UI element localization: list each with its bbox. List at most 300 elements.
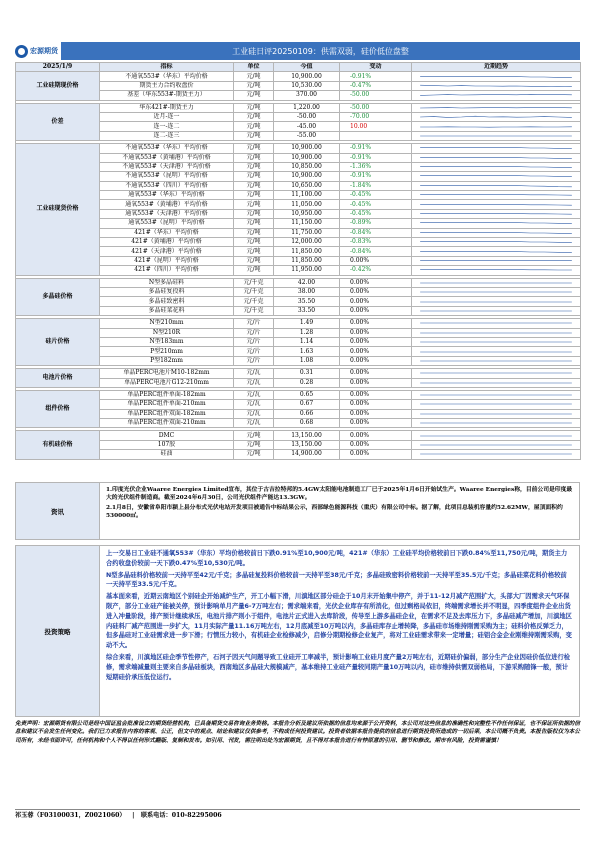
trend-cell bbox=[412, 256, 581, 265]
disclaimer: 免责声明：宏源期货有限公司是经中国证监会批准设立的期货经营机构，已具备期货交易咨询业务资格。本报告分析及建议所依据的信息均来源于公开资料，本公司对这些信息的准确性和完整性不作任何保证，也不保证所依据的信息和建议不会发生任何变化。我们已力求报告内容的客观、公正，但文中的观点、结论和建议仅供参考，不构成任何投资建议。投资者依据本报告提供的信息进行期货投资所造成的一切后果，本公司概不负责。本报告版权仅为本公司所有，未经书面许可，任何机构和个人不得以任何形式翻版、复制和发布。如引用、刊发，需注明出处为宏源期货，且不得对本报告进行有悖原意的引用、删节和修改。期市有风险，投资需谨慎！ bbox=[15, 721, 580, 744]
trend-cell bbox=[412, 191, 581, 200]
change-cell: 0.00% bbox=[340, 328, 412, 337]
table-row bbox=[16, 378, 581, 387]
indicator-cell: 421#（昆明）平均价格 bbox=[100, 256, 234, 265]
sparkline bbox=[412, 191, 580, 199]
unit-cell: 元/吨 bbox=[234, 238, 274, 247]
table-row bbox=[16, 278, 581, 287]
indicator-cell: 多晶硅致密料 bbox=[100, 297, 234, 306]
indicator-cell: 连一-连二 bbox=[100, 122, 234, 131]
value-cell: 33.50 bbox=[274, 306, 340, 315]
trend-cell bbox=[412, 219, 581, 228]
change-cell: -0.83% bbox=[340, 238, 412, 247]
table-row bbox=[16, 191, 581, 200]
table-row bbox=[16, 81, 581, 90]
indicator-cell: N型多晶硅料 bbox=[100, 278, 234, 287]
sparkline bbox=[412, 319, 580, 327]
unit-cell: 元/千克 bbox=[234, 278, 274, 287]
sparkline-path bbox=[420, 116, 572, 117]
news-section bbox=[15, 482, 580, 540]
sparkline bbox=[412, 419, 580, 427]
unit-cell: 元/吨 bbox=[234, 266, 274, 275]
value-cell: 0.68 bbox=[274, 419, 340, 428]
indicator-cell: 不通氧553#（昆明）平均价格 bbox=[100, 172, 234, 181]
trend-cell bbox=[412, 440, 581, 449]
header-date: 2025/1/9 bbox=[16, 63, 100, 72]
news-item: 1.印度光伏企业Waaree Energies Limited宣布，其位于古吉拉特邦的5.4GW太阳能电池制造工厂已于2025年1月6日开始试生产。Waaree Energies称，目前公司是印度最大的光伏组件制造商。截至2024年6月30日，公司光伏组件产能达13.3GW。 bbox=[106, 487, 573, 502]
value-cell: 0.28 bbox=[274, 378, 340, 387]
trend-cell bbox=[412, 144, 581, 153]
sparkline bbox=[412, 132, 580, 140]
sparkline bbox=[412, 369, 580, 377]
indicator-cell: 421#（天津港）平均价格 bbox=[100, 247, 234, 256]
trend-cell bbox=[412, 112, 581, 121]
trend-cell bbox=[412, 306, 581, 315]
value-cell: 11,750.00 bbox=[274, 228, 340, 237]
change-cell: -0.84% bbox=[340, 247, 412, 256]
value-cell: -50.00 bbox=[274, 112, 340, 121]
indicator-cell: DMC bbox=[100, 431, 234, 440]
unit-cell: 元/吨 bbox=[234, 91, 274, 100]
sparkline bbox=[412, 432, 580, 440]
indicator-cell: P型210mm bbox=[100, 347, 234, 356]
value-cell: 38.00 bbox=[274, 287, 340, 296]
change-cell: 0.00% bbox=[340, 400, 412, 409]
indicator-cell: 近月-连一 bbox=[100, 112, 234, 121]
sparkline bbox=[412, 172, 580, 180]
trend-cell bbox=[412, 378, 581, 387]
indicator-cell: 通氧553#（黄埔港）平均价格 bbox=[100, 200, 234, 209]
news-label: 资讯 bbox=[16, 483, 100, 539]
sparkline-path bbox=[420, 176, 572, 177]
sparkline bbox=[412, 441, 580, 449]
trend-cell bbox=[412, 172, 581, 181]
sparkline-path bbox=[420, 148, 572, 149]
value-cell: 14,900.00 bbox=[274, 450, 340, 459]
unit-cell: 元/瓦 bbox=[234, 400, 274, 409]
indicator-cell: 421#（四川）平均价格 bbox=[100, 266, 234, 275]
value-cell: 35.50 bbox=[274, 297, 340, 306]
trend-cell bbox=[412, 400, 581, 409]
table-row bbox=[16, 306, 581, 315]
value-cell: 10,900.00 bbox=[274, 153, 340, 162]
table-row bbox=[16, 103, 581, 112]
unit-cell: 元/吨 bbox=[234, 191, 274, 200]
unit-cell: 元/吨 bbox=[234, 131, 274, 140]
change-cell: -70.00 bbox=[340, 112, 412, 121]
indicator-cell: 通氧553#（天津港）平均价格 bbox=[100, 209, 234, 218]
trend-cell bbox=[412, 122, 581, 131]
table-row bbox=[16, 228, 581, 237]
unit-cell: 元/吨 bbox=[234, 440, 274, 449]
sparkline bbox=[412, 357, 580, 365]
indicator-cell: 单晶PERC电池片G12-210mm bbox=[100, 378, 234, 387]
sparkline bbox=[412, 329, 580, 337]
header-change: 变动 bbox=[340, 63, 412, 72]
table-row bbox=[16, 181, 581, 190]
table-row bbox=[16, 247, 581, 256]
change-cell: -0.45% bbox=[340, 209, 412, 218]
value-cell: 0.67 bbox=[274, 400, 340, 409]
value-cell: 1.63 bbox=[274, 347, 340, 356]
sparkline bbox=[412, 391, 580, 399]
change-cell: -50.00 bbox=[340, 103, 412, 112]
sparkline bbox=[412, 229, 580, 237]
indicator-cell: 通氧553#（昆明）平均价格 bbox=[100, 219, 234, 228]
change-cell: -0.45% bbox=[340, 200, 412, 209]
sparkline bbox=[412, 91, 580, 99]
sparkline bbox=[412, 113, 580, 121]
sparkline bbox=[412, 307, 580, 315]
indicator-cell: 多晶硅菜花料 bbox=[100, 306, 234, 315]
trend-cell bbox=[412, 91, 581, 100]
sparkline-path bbox=[420, 232, 572, 233]
header-unit: 单位 bbox=[234, 63, 274, 72]
value-cell: 1.14 bbox=[274, 337, 340, 346]
sparkline bbox=[412, 238, 580, 246]
section-category: 多晶硅价格 bbox=[16, 278, 100, 316]
change-cell: 0.00% bbox=[340, 256, 412, 265]
table-row bbox=[16, 440, 581, 449]
indicator-cell: 不通氧553#（黄埔港）平均价格 bbox=[100, 153, 234, 162]
unit-cell: 元/吨 bbox=[234, 181, 274, 190]
value-cell: -45.00 bbox=[274, 122, 340, 131]
sparkline-path bbox=[420, 185, 572, 186]
section-category: 有机硅价格 bbox=[16, 431, 100, 459]
change-cell: -0.89% bbox=[340, 219, 412, 228]
change-cell: -0.47% bbox=[340, 81, 412, 90]
unit-cell: 元/吨 bbox=[234, 228, 274, 237]
table-row bbox=[16, 153, 581, 162]
value-cell: 1.49 bbox=[274, 319, 340, 328]
indicator-cell: P型182mm bbox=[100, 356, 234, 365]
unit-cell: 元/片 bbox=[234, 328, 274, 337]
value-cell: -55.00 bbox=[274, 131, 340, 140]
strategy-body bbox=[100, 546, 579, 716]
trend-cell bbox=[412, 209, 581, 218]
trend-cell bbox=[412, 337, 581, 346]
table-row bbox=[16, 112, 581, 121]
change-cell: 0.00% bbox=[340, 319, 412, 328]
table-header-row bbox=[16, 63, 581, 72]
report-footer: 祁玉蓉（F03100031，Z0021060） | 联系电话：010-82295006 bbox=[15, 812, 222, 819]
header-trend: 近期趋势 bbox=[412, 63, 581, 72]
change-cell: -0.84% bbox=[340, 228, 412, 237]
value-cell: 10,650.00 bbox=[274, 181, 340, 190]
change-cell: 10.00 bbox=[340, 122, 412, 131]
table-row bbox=[16, 450, 581, 459]
table-row bbox=[16, 72, 581, 81]
sparkline-path bbox=[420, 167, 572, 168]
value-cell: 10,900.00 bbox=[274, 172, 340, 181]
sparkline bbox=[412, 104, 580, 112]
trend-cell bbox=[412, 419, 581, 428]
table-row bbox=[16, 431, 581, 440]
indicator-cell: 不通氧553#（天津港）平均价格 bbox=[100, 162, 234, 171]
trend-cell bbox=[412, 450, 581, 459]
unit-cell: 元/片 bbox=[234, 337, 274, 346]
value-cell: 0.31 bbox=[274, 369, 340, 378]
value-cell: 11,850.00 bbox=[274, 247, 340, 256]
trend-cell bbox=[412, 319, 581, 328]
unit-cell: 元/千克 bbox=[234, 306, 274, 315]
sparkline-path bbox=[420, 214, 572, 215]
change-cell: 0.00% bbox=[340, 347, 412, 356]
unit-cell: 元/吨 bbox=[234, 209, 274, 218]
change-cell: 0.00% bbox=[340, 390, 412, 399]
indicator-cell: 不通氧553#（华东）平均价格 bbox=[100, 144, 234, 153]
change-cell: -50.00 bbox=[340, 91, 412, 100]
change-cell: 0.00% bbox=[340, 409, 412, 418]
unit-cell: 元/吨 bbox=[234, 122, 274, 131]
change-cell: -1.36% bbox=[340, 162, 412, 171]
table-row bbox=[16, 172, 581, 181]
table-row bbox=[16, 337, 581, 346]
sparkline bbox=[412, 348, 580, 356]
change-cell: -0.45% bbox=[340, 191, 412, 200]
sparkline bbox=[412, 163, 580, 171]
change-cell: -0.91% bbox=[340, 144, 412, 153]
table-row bbox=[16, 287, 581, 296]
sparkline-path bbox=[420, 204, 572, 205]
change-cell: -1.84% bbox=[340, 181, 412, 190]
trend-cell bbox=[412, 431, 581, 440]
sparkline-path bbox=[420, 95, 572, 96]
sparkline-path bbox=[420, 242, 572, 243]
company-logo bbox=[15, 40, 59, 62]
section-category: 工业硅期现价格 bbox=[16, 72, 100, 100]
indicator-cell: 连二-连三 bbox=[100, 131, 234, 140]
value-cell: 10,900.00 bbox=[274, 72, 340, 81]
unit-cell: 元/瓦 bbox=[234, 378, 274, 387]
trend-cell bbox=[412, 356, 581, 365]
unit-cell: 元/吨 bbox=[234, 450, 274, 459]
strategy-analysis: 基本面来看，近期云南地区个别硅企开始减炉生产，开工小幅下滑，川滇地区部分硅企于10月末开始集中停产，并于11-12月减产范围扩大，头部大厂因需求天气环保限产，部分工业硅产能被关停，预计影响单月产量6-7万吨左右；需求端来看，光伏企业库存有所消化，但过剩格局依旧，终端需求增长并不明显，四季度组件企业出货进入冲量阶段，排产预计继续承压，电池片排产则小于组件，电池片正式进入去库阶段，传导至上游多晶硅企业，在需求不足及去库压力下，多晶硅减产增加，川滇地区内硅料厂减产范围进一步扩大，11月实际产量11.16万吨左右，12月底减至10万吨以内，多晶硅库存止增转降，多晶硅市场维持刚需采购为主；硅料价格反弹乏力，但多晶硅对工业硅需求进一步下滑；行情压力较小，有机硅企业检修减少，启修分期期检修企业复产，将对工业硅需求带来一定增量；硅铝合金企业刚维持刚需采购，变动不大。 bbox=[106, 593, 572, 650]
sparkline bbox=[412, 288, 580, 296]
indicator-cell: 单晶PERC组件双面-182mm bbox=[100, 409, 234, 418]
unit-cell: 元/吨 bbox=[234, 112, 274, 121]
trend-cell bbox=[412, 369, 581, 378]
trend-cell bbox=[412, 347, 581, 356]
trend-cell bbox=[412, 409, 581, 418]
change-cell: 0.00% bbox=[340, 419, 412, 428]
table-row bbox=[16, 369, 581, 378]
sparkline bbox=[412, 266, 580, 274]
trend-cell bbox=[412, 81, 581, 90]
indicator-cell: 107胶 bbox=[100, 440, 234, 449]
value-cell: 0.66 bbox=[274, 409, 340, 418]
report-header bbox=[15, 40, 580, 62]
value-cell: 42.00 bbox=[274, 278, 340, 287]
value-cell: 10,530.00 bbox=[274, 81, 340, 90]
trend-cell bbox=[412, 181, 581, 190]
strategy-summary: 上一交易日工业硅不通氧553#（华东）平均价格较前日下跌0.91%至10,900元/吨，421#（华东）工业硅平均价格较前日下跌0.84%至11,750元/吨，期货主力合约收盘价较前一天下跌0.47%至10,530元/吨。 bbox=[106, 550, 568, 567]
trend-cell bbox=[412, 278, 581, 287]
change-cell: 0.00% bbox=[340, 337, 412, 346]
section-category: 电池片价格 bbox=[16, 369, 100, 388]
value-cell: 11,050.00 bbox=[274, 200, 340, 209]
indicator-cell: N型210R bbox=[100, 328, 234, 337]
table-row bbox=[16, 122, 581, 131]
indicator-cell: 基差（华东553#-期货主力） bbox=[100, 91, 234, 100]
contact-phone: 联系电话：010-82295006 bbox=[140, 812, 222, 819]
indicator-cell: 硅油 bbox=[100, 450, 234, 459]
sparkline bbox=[412, 182, 580, 190]
change-cell: 0.00% bbox=[340, 450, 412, 459]
value-cell: 10,850.00 bbox=[274, 162, 340, 171]
news-body bbox=[100, 483, 579, 539]
indicator-cell: 不通氧553#（华东）平均价格 bbox=[100, 72, 234, 81]
change-cell: -0.91% bbox=[340, 153, 412, 162]
sparkline bbox=[412, 338, 580, 346]
unit-cell: 元/片 bbox=[234, 356, 274, 365]
trend-cell bbox=[412, 72, 581, 81]
table-row bbox=[16, 390, 581, 399]
sparkline bbox=[412, 144, 580, 152]
sparkline bbox=[412, 400, 580, 408]
value-cell: 10,950.00 bbox=[274, 209, 340, 218]
value-cell: 13,150.00 bbox=[274, 440, 340, 449]
unit-cell: 元/吨 bbox=[234, 72, 274, 81]
indicator-cell: 不通氧553#（四川）平均价格 bbox=[100, 181, 234, 190]
change-cell: 0.00% bbox=[340, 440, 412, 449]
logo-icon bbox=[15, 45, 28, 58]
section-category: 价差 bbox=[16, 103, 100, 141]
sparkline bbox=[412, 257, 580, 265]
sparkline bbox=[412, 123, 580, 131]
strategy-conclusion: 综合来看，川滇地区硅企季节性停产，石河子因天气问题导致工业硅开工率减半，预计影响工业硅月度产量2万吨左右，近期硅价偏弱，部分生产企业因硅价低位进行检修，需求端减量则主要来自多晶硅板块，西南地区多晶硅大规模减产，基本维持工业硅产量较同期产量10万吨以内，硅市维持供需双弱格局，下游采购随锋一般，预计短期硅价承压低位运行。 bbox=[106, 653, 571, 681]
indicator-cell: 期货主力合约收盘价 bbox=[100, 81, 234, 90]
table-row bbox=[16, 356, 581, 365]
unit-cell: 元/千克 bbox=[234, 297, 274, 306]
value-cell: 12,000.00 bbox=[274, 238, 340, 247]
indicator-cell: 多晶硅复投料 bbox=[100, 287, 234, 296]
indicator-cell: 华东421#-期货主力 bbox=[100, 103, 234, 112]
section-category: 硅片价格 bbox=[16, 319, 100, 366]
price-table bbox=[15, 62, 581, 460]
indicator-cell: 421#（华东）平均价格 bbox=[100, 228, 234, 237]
table-row bbox=[16, 409, 581, 418]
trend-cell bbox=[412, 266, 581, 275]
change-cell: -0.42% bbox=[340, 266, 412, 275]
indicator-cell: N型210mm bbox=[100, 319, 234, 328]
table-row bbox=[16, 319, 581, 328]
value-cell: 13,150.00 bbox=[274, 431, 340, 440]
trend-cell bbox=[412, 328, 581, 337]
indicator-cell: 通氧553#（华东）平均价格 bbox=[100, 191, 234, 200]
value-cell: 11,150.00 bbox=[274, 219, 340, 228]
change-cell: 0.00% bbox=[340, 431, 412, 440]
analyst-name: 祁玉蓉（F03100031，Z0021060） bbox=[15, 812, 126, 819]
table-row bbox=[16, 419, 581, 428]
sparkline bbox=[412, 450, 580, 458]
value-cell: 11,100.00 bbox=[274, 191, 340, 200]
trend-cell bbox=[412, 287, 581, 296]
trend-cell bbox=[412, 131, 581, 140]
sparkline bbox=[412, 279, 580, 287]
unit-cell: 元/吨 bbox=[234, 153, 274, 162]
table-row bbox=[16, 328, 581, 337]
sparkline bbox=[412, 298, 580, 306]
sparkline bbox=[412, 154, 580, 162]
table-row bbox=[16, 400, 581, 409]
strategy-section bbox=[15, 545, 580, 717]
news-item: 2.1月8日，安徽省阜阳市颍上县分布式光伏电站开发项目被通告中标结果公示，西部绿色能源科技（重庆）有限公司中标。据了解，此项目总装机容量约52.62MW，屋顶面积约530000㎡。 bbox=[106, 504, 563, 520]
indicator-cell: 单晶PERC组件单面-182mm bbox=[100, 390, 234, 399]
unit-cell: 元/吨 bbox=[234, 172, 274, 181]
change-cell: 0.00% bbox=[340, 306, 412, 315]
indicator-cell: 单晶PERC电池片M10-182mm bbox=[100, 369, 234, 378]
change-cell: -0.91% bbox=[340, 172, 412, 181]
sparkline bbox=[412, 248, 580, 256]
header-indicator: 指标 bbox=[100, 63, 234, 72]
unit-cell: 元/吨 bbox=[234, 256, 274, 265]
change-cell: 0.00% bbox=[340, 356, 412, 365]
trend-cell bbox=[412, 153, 581, 162]
table-row bbox=[16, 200, 581, 209]
unit-cell: 元/片 bbox=[234, 347, 274, 356]
table-row bbox=[16, 91, 581, 100]
trend-cell bbox=[412, 247, 581, 256]
unit-cell: 元/千克 bbox=[234, 287, 274, 296]
strategy-summary-polysilicon: N型多晶硅料价格较前一天持平至42元/千克；多晶硅复投料价格较前一天持平至38元/千克；多晶硅致密料价格较前一天持平至35.5元/千克；多晶硅菜花料价格较前一天持平至33.5元/千克。 bbox=[106, 571, 567, 589]
table-row bbox=[16, 209, 581, 218]
sparkline bbox=[412, 201, 580, 209]
unit-cell: 元/瓦 bbox=[234, 409, 274, 418]
table-row bbox=[16, 238, 581, 247]
table-row bbox=[16, 144, 581, 153]
sparkline-path bbox=[420, 157, 572, 158]
table-row bbox=[16, 162, 581, 171]
strategy-label: 投资策略 bbox=[16, 546, 100, 716]
sparkline bbox=[412, 73, 580, 81]
trend-cell bbox=[412, 238, 581, 247]
table-row bbox=[16, 266, 581, 275]
unit-cell: 元/吨 bbox=[234, 200, 274, 209]
change-cell: 0.00% bbox=[340, 278, 412, 287]
change-cell: -0.91% bbox=[340, 72, 412, 81]
trend-cell bbox=[412, 103, 581, 112]
sparkline-path bbox=[420, 223, 572, 224]
value-cell: 0.65 bbox=[274, 390, 340, 399]
table-row bbox=[16, 297, 581, 306]
header-value: 今值 bbox=[274, 63, 340, 72]
change-cell bbox=[340, 131, 412, 140]
trend-cell bbox=[412, 297, 581, 306]
table-row bbox=[16, 219, 581, 228]
unit-cell: 元/吨 bbox=[234, 219, 274, 228]
value-cell: 11,950.00 bbox=[274, 266, 340, 275]
value-cell: 11,850.00 bbox=[274, 256, 340, 265]
change-cell: 0.00% bbox=[340, 369, 412, 378]
table-row bbox=[16, 256, 581, 265]
unit-cell: 元/吨 bbox=[234, 103, 274, 112]
change-cell: 0.00% bbox=[340, 287, 412, 296]
value-cell: 1.08 bbox=[274, 356, 340, 365]
unit-cell: 元/吨 bbox=[234, 144, 274, 153]
logo-text: 宏源期货 bbox=[30, 47, 58, 55]
sparkline-path bbox=[420, 85, 572, 86]
unit-cell: 元/吨 bbox=[234, 247, 274, 256]
value-cell: 10,900.00 bbox=[274, 144, 340, 153]
trend-cell bbox=[412, 228, 581, 237]
table-row bbox=[16, 131, 581, 140]
sparkline bbox=[412, 210, 580, 218]
unit-cell: 元/片 bbox=[234, 319, 274, 328]
sparkline-path bbox=[420, 251, 572, 252]
value-cell: 1.28 bbox=[274, 328, 340, 337]
indicator-cell: N型183mm bbox=[100, 337, 234, 346]
